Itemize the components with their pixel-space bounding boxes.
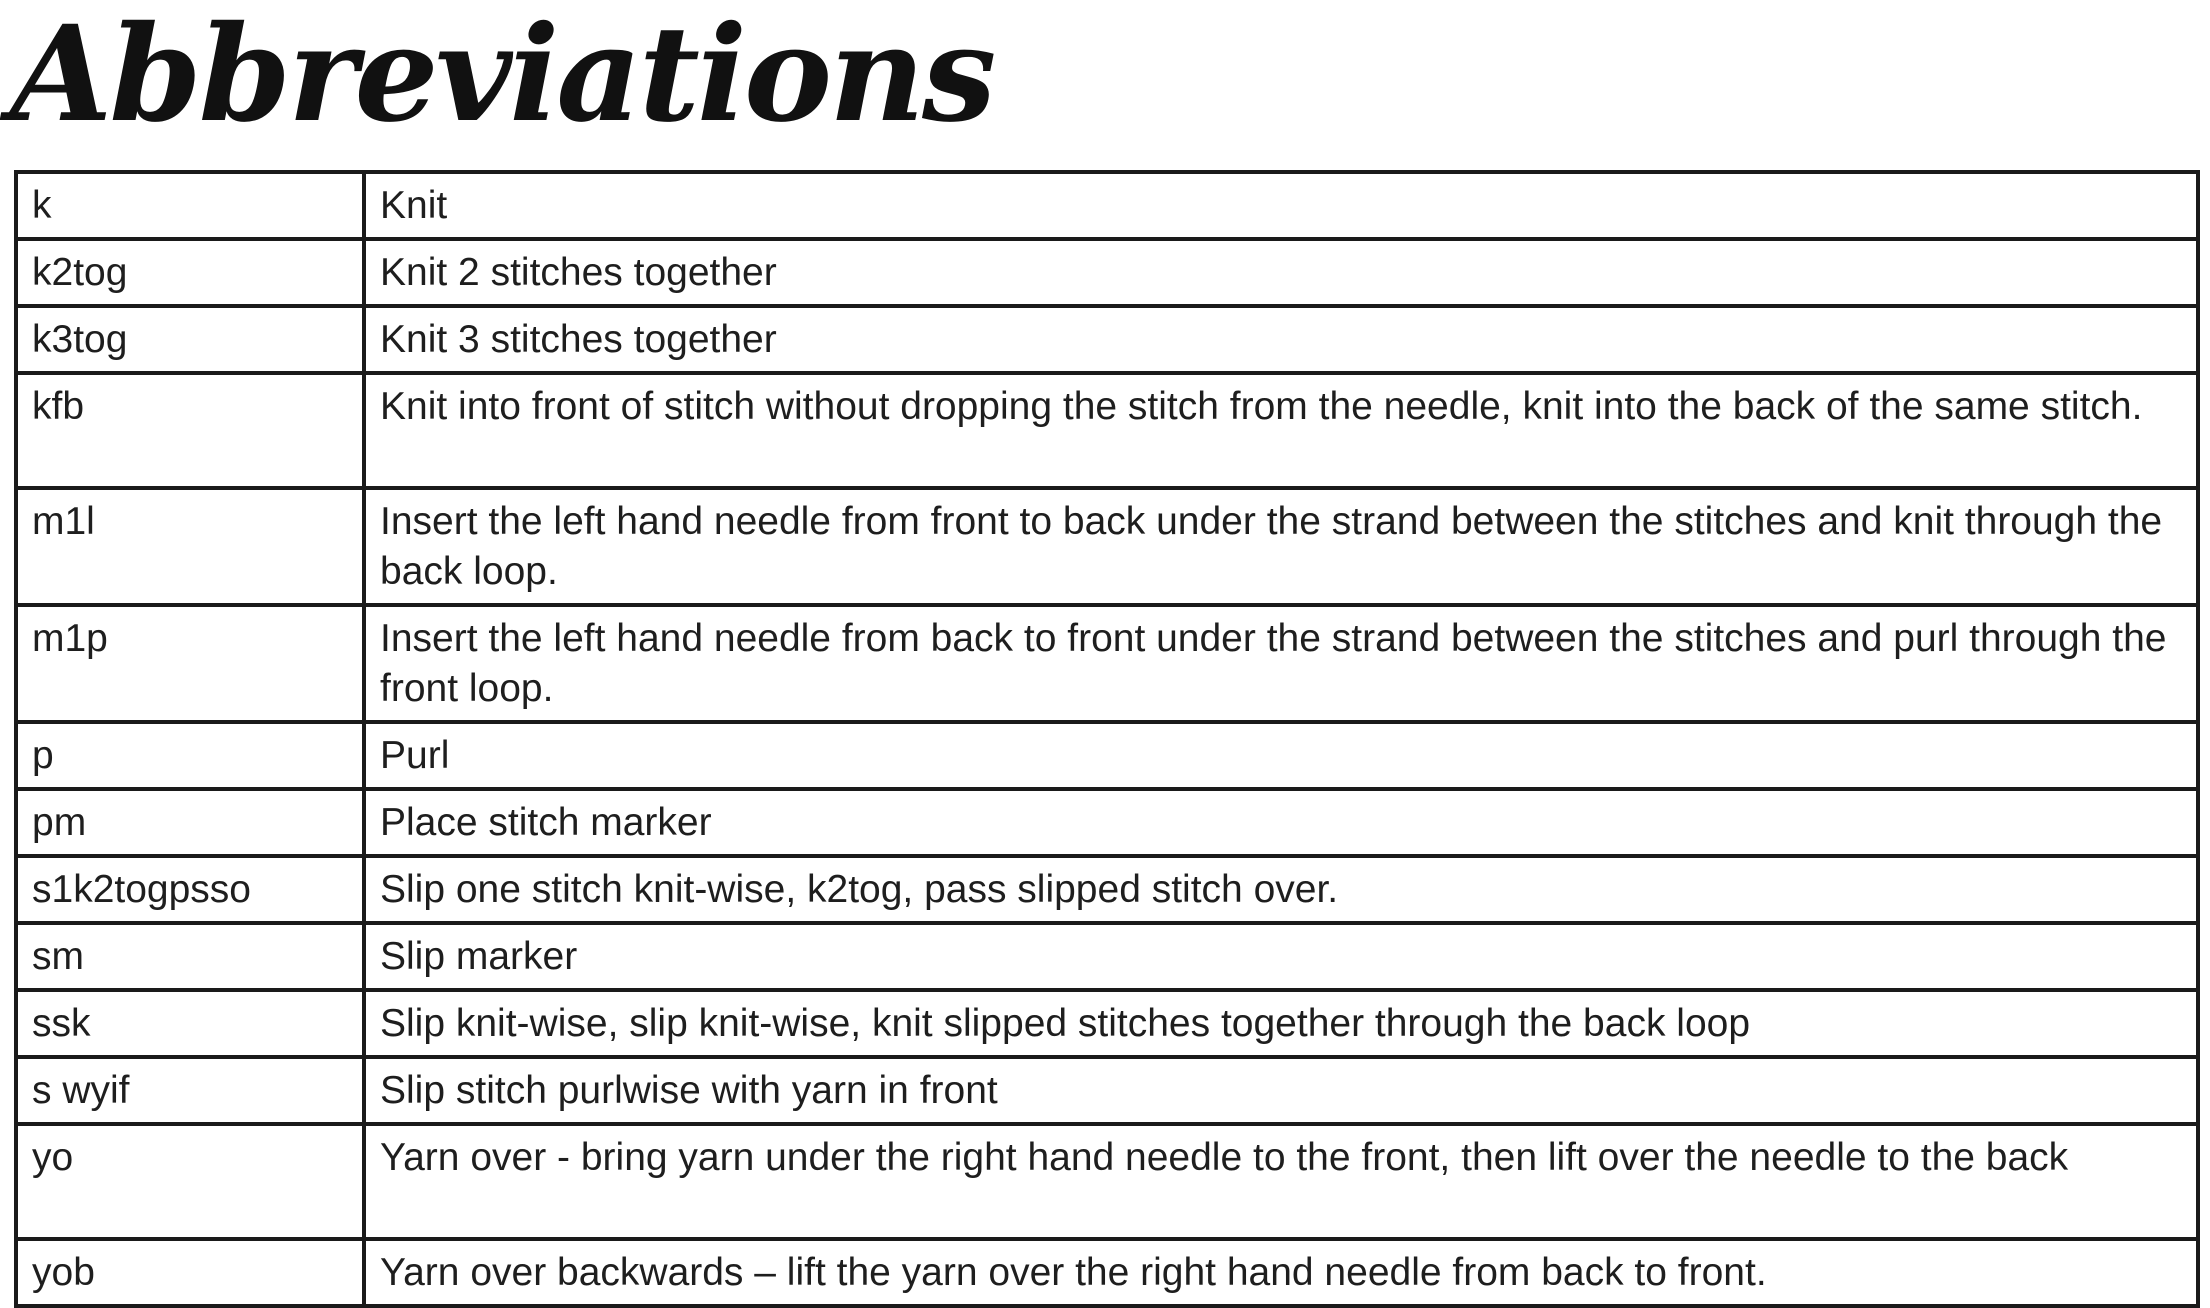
meaning-cell: Slip marker bbox=[364, 923, 2198, 990]
abbreviation-cell: yo bbox=[16, 1124, 364, 1239]
meaning-cell: Yarn over - bring yarn under the right hand needle to the front, then lift over the needle to the back bbox=[364, 1124, 2198, 1239]
table-row bbox=[16, 488, 2198, 605]
abbreviation-cell: kfb bbox=[16, 373, 364, 488]
abbreviation-cell: pm bbox=[16, 789, 364, 856]
abbreviations-table bbox=[14, 170, 2200, 1308]
abbreviation-cell: ssk bbox=[16, 990, 364, 1057]
table-row bbox=[16, 605, 2198, 722]
abbreviation-cell: p bbox=[16, 722, 364, 789]
meaning-cell: Knit bbox=[364, 172, 2198, 239]
table-row bbox=[16, 856, 2198, 923]
table-row bbox=[16, 172, 2198, 239]
meaning-cell: Insert the left hand needle from front to back under the strand between the stitches and knit through the back loop. bbox=[364, 488, 2198, 605]
table-row bbox=[16, 373, 2198, 488]
page-title: Abbreviations bbox=[10, 0, 994, 152]
meaning-cell: Knit 2 stitches together bbox=[364, 239, 2198, 306]
table-row bbox=[16, 306, 2198, 373]
abbreviation-cell: m1p bbox=[16, 605, 364, 722]
meaning-cell: Knit into front of stitch without dropping the stitch from the needle, knit into the back of the same stitch. bbox=[364, 373, 2198, 488]
abbreviation-cell: yob bbox=[16, 1239, 364, 1306]
meaning-cell: Insert the left hand needle from back to front under the strand between the stitches and purl through the front loop. bbox=[364, 605, 2198, 722]
meaning-cell: Slip stitch purlwise with yarn in front bbox=[364, 1057, 2198, 1124]
abbreviation-cell: k bbox=[16, 172, 364, 239]
table-row bbox=[16, 1124, 2198, 1239]
table-row bbox=[16, 1239, 2198, 1306]
table-row bbox=[16, 1057, 2198, 1124]
abbreviation-cell: s1k2togpsso bbox=[16, 856, 364, 923]
table-row bbox=[16, 923, 2198, 990]
table-row bbox=[16, 239, 2198, 306]
table-row bbox=[16, 990, 2198, 1057]
table-row bbox=[16, 722, 2198, 789]
meaning-cell: Knit 3 stitches together bbox=[364, 306, 2198, 373]
meaning-cell: Purl bbox=[364, 722, 2198, 789]
table-row bbox=[16, 789, 2198, 856]
abbreviation-cell: m1l bbox=[16, 488, 364, 605]
meaning-cell: Yarn over backwards – lift the yarn over the right hand needle from back to front. bbox=[364, 1239, 2198, 1306]
abbreviation-cell: s wyif bbox=[16, 1057, 364, 1124]
meaning-cell: Slip one stitch knit-wise, k2tog, pass slipped stitch over. bbox=[364, 856, 2198, 923]
abbreviation-cell: k3tog bbox=[16, 306, 364, 373]
abbreviation-cell: k2tog bbox=[16, 239, 364, 306]
meaning-cell: Slip knit-wise, slip knit-wise, knit slipped stitches together through the back loop bbox=[364, 990, 2198, 1057]
abbreviation-cell: sm bbox=[16, 923, 364, 990]
meaning-cell: Place stitch marker bbox=[364, 789, 2198, 856]
